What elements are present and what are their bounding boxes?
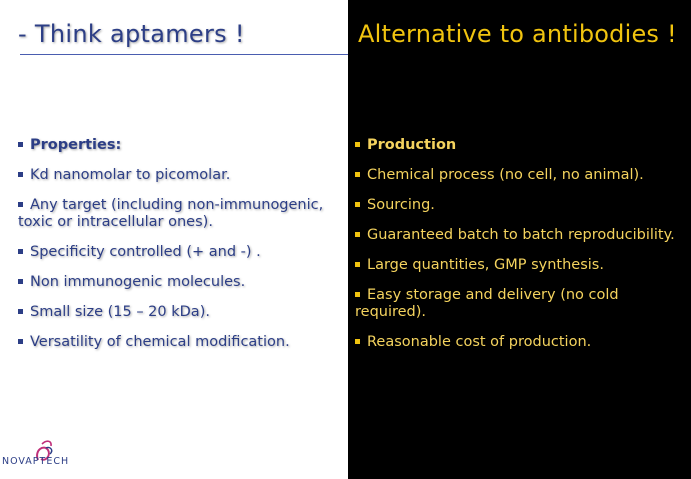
bullet-icon bbox=[18, 309, 23, 314]
bullet-icon bbox=[18, 172, 23, 177]
list-item: Any target (including non-immunogenic, toxic or intracellular ones). bbox=[18, 197, 324, 230]
right-title: Alternative to antibodies ! bbox=[358, 20, 677, 48]
novaptech-logo bbox=[2, 438, 92, 478]
list-item: Properties: bbox=[18, 137, 346, 154]
list-item: Kd nanomolar to picomolar. bbox=[18, 167, 346, 184]
list-item: Specificity controlled (+ and -) . bbox=[18, 244, 346, 261]
title-divider bbox=[20, 54, 400, 55]
bullet-icon bbox=[18, 142, 23, 147]
list-item: Large quantities, GMP synthesis. bbox=[355, 257, 685, 274]
bullet-icon bbox=[355, 172, 360, 177]
bullet-icon bbox=[355, 202, 360, 207]
bullet-icon bbox=[355, 232, 360, 237]
properties-list bbox=[18, 137, 346, 364]
list-item: Reasonable cost of production. bbox=[355, 334, 685, 351]
list-item: Sourcing. bbox=[355, 197, 685, 214]
list-item: Small size (15 – 20 kDa). bbox=[18, 304, 346, 321]
logo-text: NOVAPTECH bbox=[2, 456, 70, 467]
right-pane bbox=[348, 0, 691, 479]
list-item: Easy storage and delivery (no cold required). bbox=[355, 287, 619, 320]
list-item: Production bbox=[355, 137, 685, 154]
list-item: Versatility of chemical modification. bbox=[18, 334, 346, 351]
list-item: Guaranteed batch to batch reproducibility. bbox=[355, 227, 685, 244]
list-item: Non immunogenic molecules. bbox=[18, 274, 346, 291]
bullet-icon bbox=[355, 292, 360, 297]
production-list bbox=[355, 137, 685, 364]
bullet-icon bbox=[355, 262, 360, 267]
bullet-icon bbox=[18, 339, 23, 344]
bullet-icon bbox=[18, 249, 23, 254]
list-item: Chemical process (no cell, no animal). bbox=[355, 167, 685, 184]
left-title: - Think aptamers ! bbox=[18, 20, 245, 48]
bullet-icon bbox=[355, 339, 360, 344]
bullet-icon bbox=[18, 202, 23, 207]
bullet-icon bbox=[355, 142, 360, 147]
bullet-icon bbox=[18, 279, 23, 284]
